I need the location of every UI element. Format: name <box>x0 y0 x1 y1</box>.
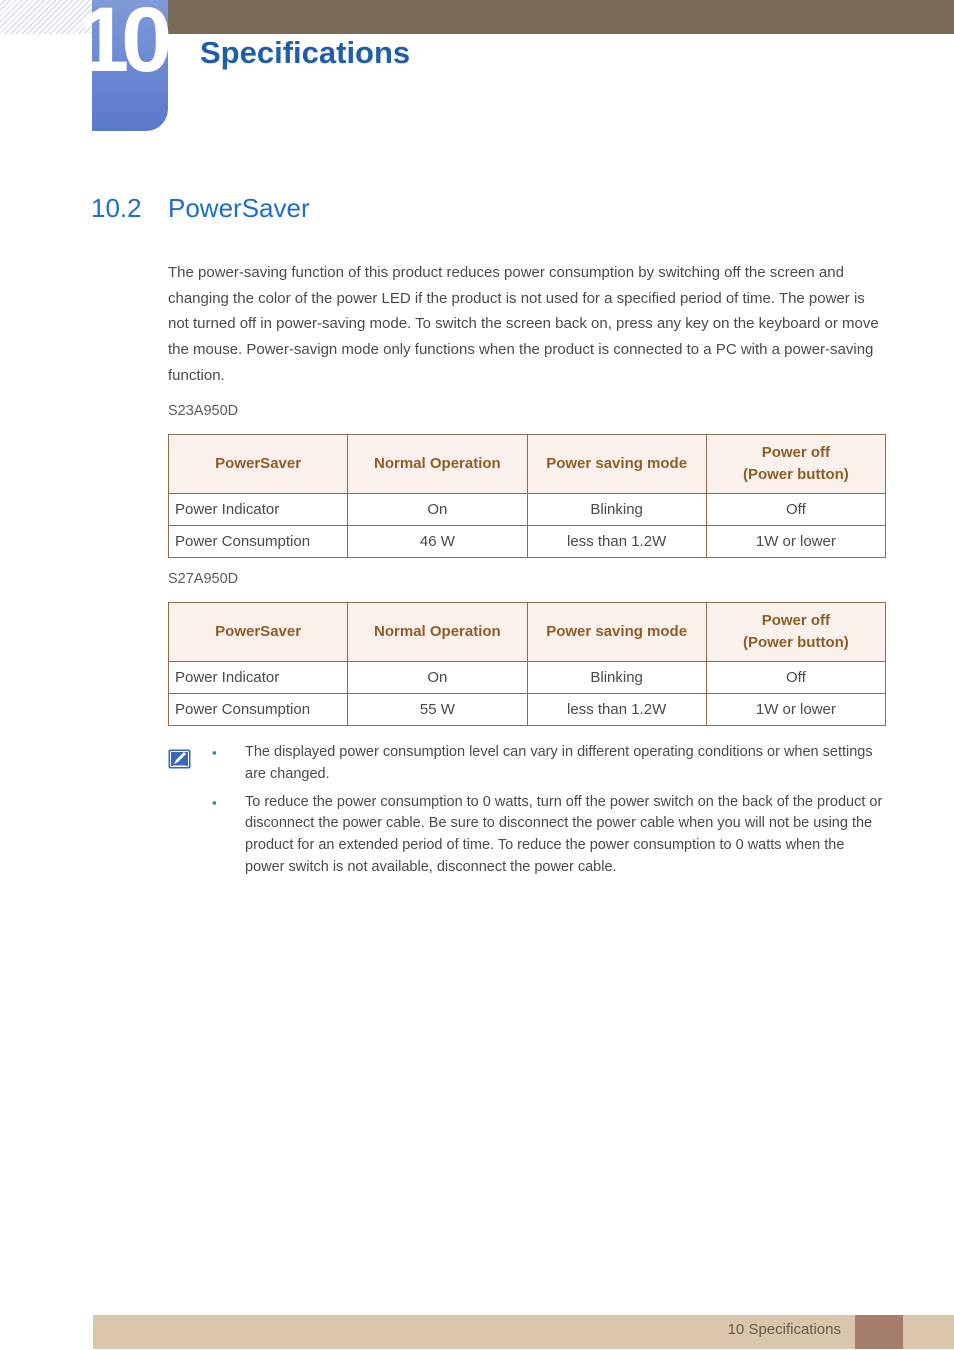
table-cell: Blinking <box>527 494 706 526</box>
table-cell: Blinking <box>527 662 706 694</box>
table-row <box>169 526 886 558</box>
table-cell: On <box>348 494 527 526</box>
header-cell: Power saving mode <box>527 603 706 662</box>
header-line: (Power button) <box>742 634 849 651</box>
header-cell: Normal Operation <box>348 603 527 662</box>
header-cell <box>706 603 885 662</box>
note-item <box>212 792 886 879</box>
powersaver-table <box>168 602 886 726</box>
header-cell: Power saving mode <box>527 435 706 494</box>
row-label: Power Indicator <box>169 662 348 694</box>
chapter-number: 10 <box>78 0 165 91</box>
bullet-icon: ▪ <box>212 745 217 760</box>
model-label: S23A950D <box>168 403 239 419</box>
bullet-icon: ▪ <box>212 794 217 810</box>
table-cell: 46 W <box>348 526 527 558</box>
row-label: Power Indicator <box>169 494 348 526</box>
note-text: To reduce the power consumption to 0 watts, turn off the power switch on the back of the product or disconnect the power cable. Be sure to disconnect the power cable when you will not be using the product for an extended period of time. To reduce the power consumption to 0 watts when the power switch is not available, disconnect the power cable. <box>245 793 883 875</box>
table-cell: 55 W <box>348 694 527 726</box>
note-pencil-icon <box>168 749 191 769</box>
table-row <box>169 694 886 726</box>
header-line: Power off <box>761 444 831 461</box>
table-cell: On <box>348 662 527 694</box>
table-cell: Off <box>706 494 885 526</box>
row-label: Power Consumption <box>169 526 348 558</box>
row-label: Power Consumption <box>169 694 348 726</box>
note-text: The displayed power consumption level can vary in different operating conditions or when settings are changed. <box>245 744 873 782</box>
table-row <box>169 494 886 526</box>
table-cell: less than 1.2W <box>527 526 706 558</box>
section-number: 10.2 <box>91 193 142 223</box>
chapter-title: Specifications <box>200 35 411 70</box>
footer-bar <box>93 1315 954 1349</box>
note-item <box>212 742 886 786</box>
section-title: PowerSaver <box>168 193 310 223</box>
footer-chapter-label: 10 Specifications <box>727 1321 841 1338</box>
header-line: (Power button) <box>742 466 849 483</box>
header-cell <box>706 435 885 494</box>
section-heading <box>91 193 310 224</box>
table-header-row <box>169 435 886 494</box>
table-header-row <box>169 603 886 662</box>
table-cell: 1W or lower <box>706 526 885 558</box>
header-line: Power off <box>761 612 831 629</box>
table-cell: less than 1.2W <box>527 694 706 726</box>
powersaver-table <box>168 434 886 558</box>
table-cell: Off <box>706 662 885 694</box>
header-cell: PowerSaver <box>169 603 348 662</box>
model-label: S27A950D <box>168 571 239 587</box>
table-row <box>169 662 886 694</box>
intro-paragraph: The power-saving function of this product reduces power consumption by switching off the screen and changing the color of the power LED if the product is not used for a specified period of time. The power is not turned off in power-saving mode. To switch the screen back on, press any key on the keyboard or move the mouse. Power-savign mode only functions when the product is connected to a PC with a power-saving function. <box>168 264 879 384</box>
header-cell: PowerSaver <box>169 435 348 494</box>
table-cell: 1W or lower <box>706 694 885 726</box>
chapter-number-block <box>78 0 168 131</box>
header-cell: Normal Operation <box>348 435 527 494</box>
header-bar <box>92 0 954 34</box>
notes-list <box>212 742 886 885</box>
page-number-box <box>855 1315 903 1349</box>
